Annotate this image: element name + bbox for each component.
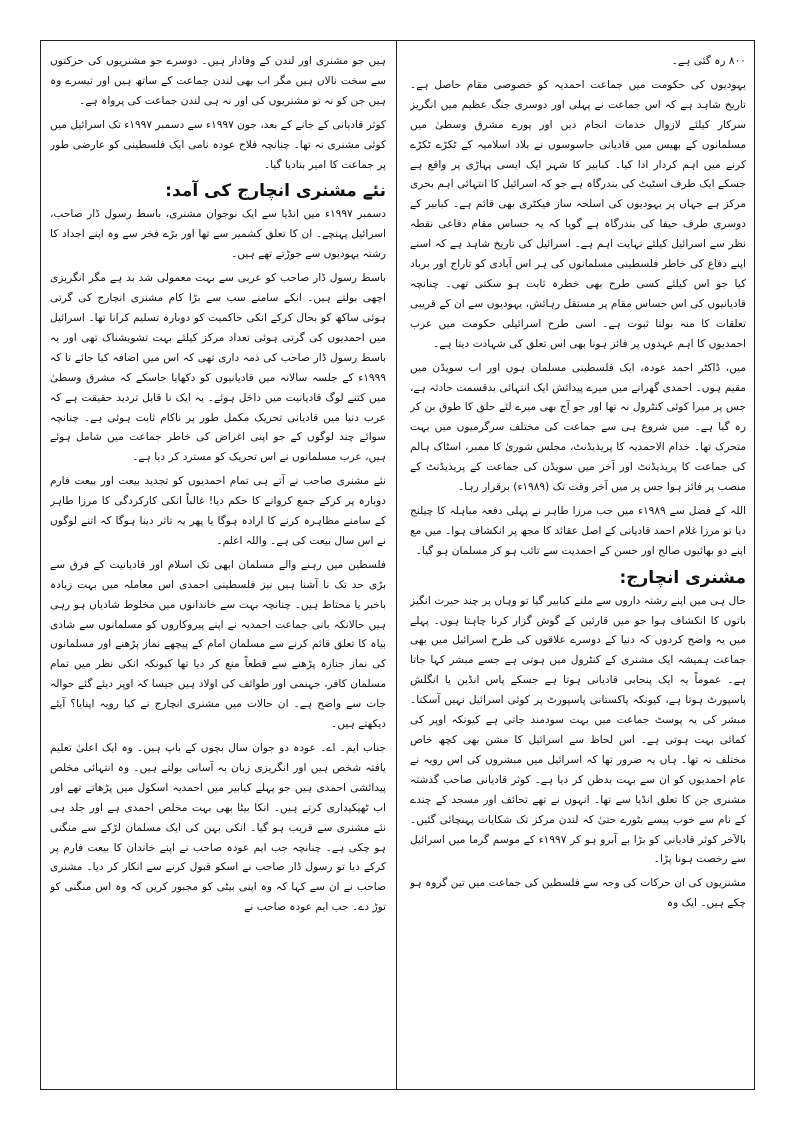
- paragraph: میں، ڈاکٹر احمد عودہ، ایک فلسطینی مسلمان ہوں اور اب سویڈن میں مقیم ہوں۔ احمدی گھرانے میں میرے پیدائش ایک انتہائی بدقسمت حادثہ ہے، جس پر میرا کوئی کنٹرول نہ تھا اور جو آج بھی میرے لئے حلق کا طوق بن کر رہ گیا ہے۔ میں شروع ہی سے جماعت کی مختلف سرگرمیوں میں بہت متحرک تھا۔ خدام الاحمدیہ کا پریذیڈنٹ، مجلس شوریٰ کا ممبر، اسٹاک ہالم کی جماعت کا پریذیڈنٹ اور آخر میں سویڈن کی جماعت کے پریذیڈنٹ کے منصب پر فائز ہوا جس پر میں آخر وقت تک (۱۹۸۹ء) برقرار رہا۔: [410, 361, 746, 494]
- paragraph: مشنریوں کی ان حرکات کی وجہ سے فلسطین کی جماعت میں تین گروہ ہو چکے ہیں۔ ایک وہ: [410, 877, 746, 910]
- paragraph: نئے مشنری صاحب نے آتے ہی تمام احمدیوں کو تجدید بیعت اور بیعت فارم دوبارہ پر کرکے جمع کروانے کا حکم دیا! غالباً انکی کارکردگی کا مرزا طاہر کے سامنے مظاہرہ کرنے کا ارادہ ہوگا یا پھر یہ تاثر دینا ہوگا کہ اتنے لوگوں نے اس سال بیعت کی ہے۔ واللہ اعلم۔: [50, 475, 386, 547]
- paragraph: ہیں جو مشنری اور لندن کے وفادار ہیں۔ دوسرے جو مشنریوں کی حرکتوں سے سخت نالاں ہیں مگر اب بھی لندن جماعت کے ساتھ ہیں اور تیسرے وہ ہیں جن کو نہ تو مشنریوں کی اور نہ ہی لندن جماعت کی پرواہ ہے۔: [50, 55, 386, 107]
- section-heading-missionary-incharge: مشنری انچارج:: [619, 567, 746, 588]
- paragraph: ۸۰۰ رہ گئی ہے۔: [671, 55, 746, 67]
- paragraph: جناب ایم۔ اے۔ عودہ دو جوان سال بچوں کے باپ ہیں۔ وہ ایک اعلیٰ تعلیم یافتہ شخص ہیں اور انگریزی زبان بہ آسانی بولتے ہیں۔ وہ انتہائی مخلص پیدائشی احمدی ہیں جو پہلے کبابیر میں احمدیہ اسکول میں پڑھاتے تھے اور اب ٹھیکیداری کرتے ہیں۔ انکا بیٹا بھی بہت مخلص احمدی ہے اور جلد ہی نئے مشنری سے قریب ہو گیا۔ انکی بہن کی ایک مسلمان لڑکے سے منگنی ہو چکی ہے۔ چنانچہ جب ایم عودہ صاحب نے اپنے خاندان کا بیعت فارم پر کرکے دیا تو رسول ڈار صاحب نے اسکو قبول کرنے سے انکار کر دیا۔ مشنری صاحب نے ان سے کہا کہ وہ اپنی بیٹی کو مجبور کریں کہ وہ اس منگنی کو توڑ دے۔ جب ایم عودہ صاحب نے: [50, 742, 386, 914]
- left-column: [50, 52, 386, 1082]
- right-column: [410, 52, 746, 1082]
- paragraph: کوثر قادیانی کے جانے کے بعد، جون ۱۹۹۷ء سے دسمبر ۱۹۹۷ء تک اسرائیل میں کوئی مشنری نہ تھا۔ چنانچہ فلاح عودہ نامی ایک فلسطینی کو عارضی طور پر جماعت کا امیر بنادیا گیا۔: [50, 118, 386, 171]
- paragraph: یہودیوں کی حکومت میں جماعت احمدیہ کو خصوصی مقام حاصل ہے۔ تاریخ شاہد ہے کہ اس جماعت نے پہلی اور دوسری جنگ عظیم میں انگریز سرکار کیلئے لازوال خدمات انجام دیں اور پورے مشرق وسطیٰ میں مسلمانوں کے بھیس میں قادیانی جاسوسوں نے بلاد اسلامیہ کے ٹکڑے ٹکڑے کرنے میں اہم کردار ادا کیا۔ کبابیر کا شہر ایک ایسی پہاڑی پر واقع ہے جسکے ایک طرف اسٹیٹ کی بندرگاہ ہے جو کہ اسرائیل کا انتہائی اہم بحری مرکز ہے جہاں پر یہودیوں کی اسلحہ ساز فیکٹری بھی قائم ہے۔ کبابیر کے دوسری طرف حیفا کی بندرگاہ ہے گویا کہ یہ حساس مقام دفاعی نقطہ نظر سے اسرائیل کیلئے نہایت اہم ہے۔ اسرائیل کی تاریخ شاہد ہے کہ اسنے اپنے دفاع کی خاطر فلسطینی مسلمانوں کی ہر اس آبادی کو تاراج اور برباد کیا جو اس کیلئے کسی طرح بھی خطرہ ثابت ہو سکتی تھی۔ چنانچہ قادیانیوں کی اس حساس مقام پر مستقل رہائش، یہودیوں سے ان کے قریبی تعلقات کا منہ بولتا ثبوت ہے۔ اسی طرح اسرائیلی حکومت میں عرب احمدیوں کا اہم عہدوں پر فائز ہونا بھی اس تعلق کی شہادت دیتا ہے۔: [410, 78, 746, 350]
- section-heading-new-missionary: نئے مشنری انچارج کی آمد:: [165, 181, 386, 202]
- paragraph: حال ہی میں اپنے رشتہ داروں سے ملنے کبابیر گیا تو وہاں پر چند حیرت انگیز باتوں کا انکشاف ہوا جو میں قارئین کے گوش گزار کرنا چاہتا ہوں۔ پہلے میں یہ واضح کردوں کہ دنیا کے دوسرے علاقوں کی طرح اسرائیل میں بھی جماعت ہمیشہ ایک مشنری کے کنٹرول میں ہوتی ہے جسے مبشر کہا جاتا ہے۔ عموماً یہ ایک پنجابی قادیانی ہوتا ہے جسکے پاس انڈین یا انگلش پاسپورٹ ہوتا ہے، کیونکہ پاکستانی پاسپورٹ پر کوئی اسرائیل نہیں آسکتا۔ مبشر کی یہ پوسٹ جماعت میں بہت سودمند جاتی ہے کیونکہ اوپر کی کمائی بہت ہوتی ہے۔ اس لحاظ سے اسرائیل کا مشن بھی کچھ خاص مختلف نہ تھا۔ ہاں یہ ضرور تھا کہ اسرائیل میں مبشروں کی اس رویہ نے عام احمدیوں کو ان سے بہت بدظن کر دیا ہے۔ کوثر قادیانی صاحب گذشتہ مشنری جن کا تعلق انڈیا سے تھا۔ انہوں نے تھے تحائف اور مسجد کے چندے کے نام سے خوب پیسے بٹورے حتیٰ کہ لندن مرکز تک شکایات پہنچائی گئیں۔ بالآخر کوثر قادیانی کو بڑا بے آبرو ہو کر ۱۹۹۷ء کے موسم گرما میں اسرائیل سے رخصت ہونا پڑا۔: [410, 594, 746, 866]
- paragraph: اللہ کے فضل سے ۱۹۸۹ء میں جب مرزا طاہر نے پہلی دفعہ مباہلہ کا چیلنج دیا تو مرزا غلام احمد قادیانی کے اصل عقائد کا مجھ پر انکشاف ہوا۔ میں مع اپنے دو بھائیوں صالح اور حسن کے احمدیت سے تائب ہو کر مسلمان ہو گیا۔: [410, 504, 746, 557]
- column-divider: [396, 40, 397, 1090]
- paragraph: دسمبر ۱۹۹۷ء میں انڈیا سے ایک نوجوان مشنری، باسط رسول ڈار صاحب، اسرائیل پہنچے۔ ان کا تعلق کشمیر سے تھا اور بڑے فخر سے وہ اپنے اجداد کا رشتہ یہودیوں سے جوڑتے تھے ہیں۔: [50, 208, 386, 261]
- paragraph: باسط رسول ڈار صاحب کو عربی سے بہت معمولی شد بد ہے مگر انگریزی اچھی بولتے ہیں۔ انکے سامنے سب سے بڑا کام مشنری انچارج کی گرتی ہوئی ساکھ کو بحال کرکے انکی حاکمیت کو دوبارہ تسلیم کرانا تھا۔ اسرائیل میں احمدیوں کی گرتی ہوئی تعداد مرکز کیلئے بہت تشویشناک تھی اور یہ باسط رسول ڈار صاحب کی ذمہ داری تھی کہ اس میں اضافہ کیا جائے تا کہ ۱۹۹۹ء کے جلسہ سالانہ میں قادیانیوں کو دکھایا جاسکے کہ مشرق وسطیٰ میں کتنے لوگ قادیانیت میں داخل ہوئے۔ یہ ایک نا قابل تردید حقیقت ہے کہ عرب دنیا میں قادیانی تحریک مکمل طور پر ناکام ثابت ہوئی ہے۔ چنانچہ سوائے چند لوگوں کے جو اپنی اغراض کی خاطر جماعت میں شامل ہوئے ہیں، عرب مسلمانوں نے اس تحریک کو مسترد کر دیا ہے۔: [50, 272, 386, 464]
- paragraph: فلسطین میں رہنے والے مسلمان ابھی تک اسلام اور قادیانیت کے فرق سے بڑی حد تک نا آشنا ہیں نیز فلسطینی احمدی اس معاملہ میں بہت زیادہ باخبر یا محتاط ہیں۔ چنانچہ بہت سے خاندانوں میں مخلوط شادیاں ہو رہی ہیں حالانکہ بانی جماعت احمدیہ نے اپنے پیروکاروں کو مسلمانوں سے شادی بیاہ کا تعلق قائم کرنے سے مسلمان امام کے پیچھے نماز پڑھنے اور مسلمانوں کی نماز جنازہ پڑھنے سے قطعاً منع کر دیا تھا کیونکہ انکی نظر میں تمام مسلمان کافر، جہنمی اور طوائف کی اولاد ہیں جیسا کہ اوپر دیئے گئے حوالہ جات سے واضح ہے۔ ان حالات میں مشنری انچارج نے کیا رویہ اپنایا؟ آیئے دیکھتے ہیں۔: [50, 558, 386, 731]
